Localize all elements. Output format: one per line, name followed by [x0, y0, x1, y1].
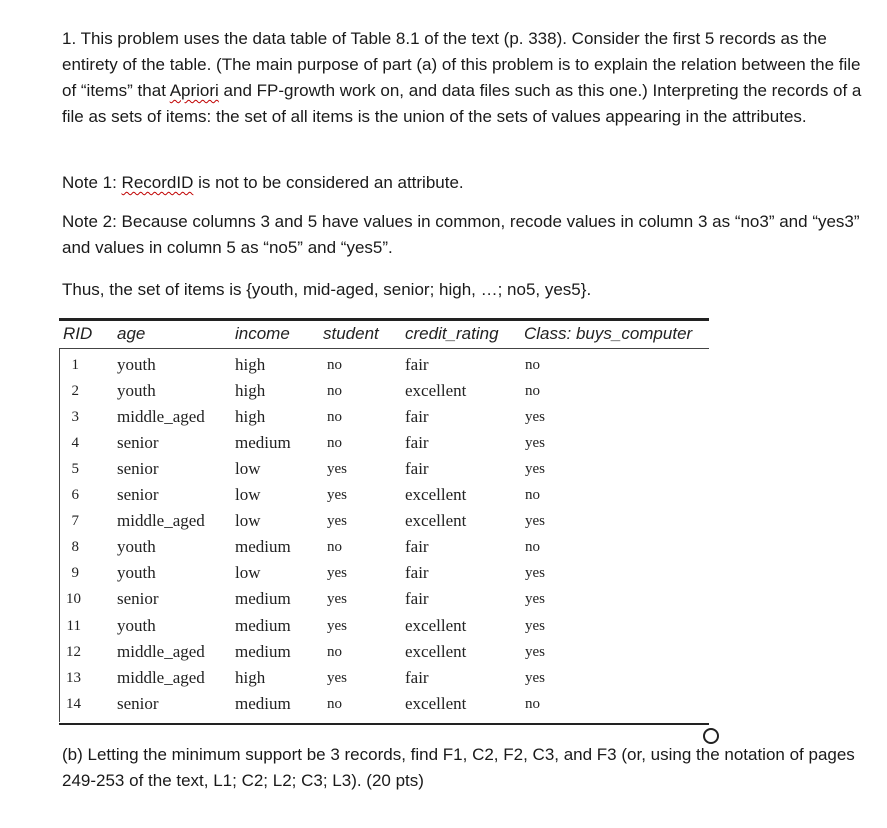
data-table-8-1: [59, 318, 709, 725]
cell-rid: 9: [71, 565, 79, 582]
note1-prefix: Note 1:: [62, 173, 122, 192]
cell-income: high: [235, 355, 266, 374]
cell-student: no: [327, 383, 342, 400]
cell-class: yes: [525, 435, 545, 452]
cell-income: low: [235, 511, 261, 531]
cell-credit-rating: fair: [405, 355, 429, 374]
cell-credit-rating: excellent: [405, 615, 467, 635]
cell-rid: 3: [71, 409, 79, 426]
note1-suffix: is not to be considered an attribute.: [193, 173, 464, 192]
cell-student: yes: [327, 669, 347, 686]
cell-credit-rating: excellent: [405, 485, 467, 505]
cell-student: yes: [327, 487, 347, 504]
header-income: income: [235, 324, 290, 343]
cell-student: yes: [327, 513, 347, 530]
cell-student: no: [327, 695, 342, 712]
cell-income: medium: [235, 537, 291, 557]
header-class: Class: buys_computer: [524, 324, 693, 343]
cell-student: yes: [327, 617, 347, 634]
items-set-statement: Thus, the set of items is {youth, mid-aged, senior; high, …; no5, yes5}.: [62, 280, 592, 299]
note-1: [62, 170, 464, 196]
cell-age: senior: [117, 433, 159, 453]
cell-class: no: [525, 357, 540, 373]
cell-income: low: [235, 563, 261, 583]
cell-class: yes: [525, 409, 545, 426]
cell-student: no: [327, 435, 342, 452]
cell-rid: 1: [71, 357, 79, 373]
cell-credit-rating: excellent: [405, 511, 467, 531]
cell-class: yes: [525, 669, 545, 686]
cell-student: no: [327, 409, 342, 426]
table-row: [59, 483, 709, 509]
table-row: [59, 640, 709, 666]
cell-income: high: [235, 667, 266, 687]
header-student: student: [323, 324, 379, 343]
cell-class: yes: [525, 461, 545, 478]
header-rid: RID: [63, 324, 93, 343]
table-row: [59, 431, 709, 457]
cell-age: middle_aged: [117, 641, 205, 661]
cell-rid: 4: [71, 435, 79, 452]
table-row: [59, 535, 709, 561]
note-2: Note 2: Because columns 3 and 5 have values in common, recode values in column 3 as “no3” and “yes3” and values in column 5 as “no5” and “yes5”.: [62, 212, 860, 257]
cell-rid: 12: [66, 643, 81, 660]
cell-age: youth: [117, 355, 156, 374]
cell-rid: 11: [66, 617, 81, 634]
circle-mark: [703, 728, 719, 744]
cell-age: youth: [117, 563, 156, 583]
cell-class: yes: [525, 513, 545, 530]
cell-income: medium: [235, 589, 291, 609]
cell-income: high: [235, 381, 266, 401]
cell-age: senior: [117, 459, 159, 479]
cell-age: youth: [117, 615, 156, 635]
table-row: [59, 509, 709, 535]
cell-age: middle_aged: [117, 511, 205, 531]
cell-income: high: [235, 407, 266, 427]
header-divider: [59, 348, 709, 349]
cell-credit-rating: excellent: [405, 693, 467, 713]
cell-income: low: [235, 485, 261, 505]
cell-class: no: [525, 695, 540, 712]
cell-credit-rating: excellent: [405, 381, 467, 401]
header-credit-rating: credit_rating: [405, 324, 499, 343]
cell-age: middle_aged: [117, 667, 205, 687]
table-row: [59, 666, 709, 692]
cell-rid: 14: [66, 695, 81, 712]
table-row: [59, 692, 709, 718]
cell-student: no: [327, 357, 342, 373]
cell-rid: 8: [71, 539, 79, 556]
table-row: [59, 561, 709, 587]
table-row: [59, 457, 709, 483]
cell-age: youth: [117, 537, 156, 557]
table-row: [59, 379, 709, 405]
intro-apriori-word: Apriori: [169, 81, 219, 100]
cell-income: medium: [235, 615, 291, 635]
cell-rid: 5: [71, 461, 79, 478]
cell-student: yes: [327, 565, 347, 582]
cell-rid: 10: [66, 591, 81, 608]
cell-class: no: [525, 487, 540, 504]
cell-age: senior: [117, 485, 159, 505]
intro-paragraph: [62, 26, 872, 130]
cell-rid: 7: [71, 513, 79, 530]
cell-student: yes: [327, 461, 347, 478]
table-row: [59, 353, 709, 379]
cell-credit-rating: fair: [405, 667, 429, 687]
cell-age: middle_aged: [117, 407, 205, 427]
cell-credit-rating: excellent: [405, 641, 467, 661]
cell-class: yes: [525, 591, 545, 608]
header-age: age: [117, 324, 146, 343]
cell-income: medium: [235, 641, 291, 661]
part-b-question: (b) Letting the minimum support be 3 records, find F1, C2, F2, C3, and F3 (or, using the notation of pages 249-253 of the text, L1; C2; L2; C3; L3). (20 pts): [62, 745, 855, 790]
note1-recordid-word: RecordID: [121, 173, 194, 192]
cell-student: no: [327, 643, 342, 660]
intro-text-2: and FP-growth work on, and data files such as this one.) Interpreting the records of a file as sets of items: the set of all items is the union of the sets of values appearing in the attributes.: [62, 81, 862, 126]
cell-credit-rating: fair: [405, 563, 429, 583]
table-row: [59, 587, 709, 613]
cell-student: yes: [327, 591, 347, 608]
cell-class: no: [525, 383, 540, 400]
cell-rid: 2: [71, 383, 79, 400]
cell-rid: 6: [71, 487, 79, 504]
intro-text-1: 1. This problem uses the data table of Table 8.1 of the text (p. 338). Consider the first 5 records as the entirety of the table. (The main purpose of part (a) of this problem is to explain the relation between the file of “items” that: [62, 29, 861, 100]
cell-class: yes: [525, 643, 545, 660]
cell-rid: 13: [66, 669, 81, 686]
cell-class: yes: [525, 617, 545, 634]
cell-age: senior: [117, 693, 159, 713]
cell-income: medium: [235, 693, 291, 713]
cell-credit-rating: fair: [405, 537, 429, 557]
cell-age: senior: [117, 589, 159, 609]
cell-income: medium: [235, 433, 291, 453]
cell-income: low: [235, 459, 261, 479]
cell-class: yes: [525, 565, 545, 582]
cell-student: no: [327, 539, 342, 556]
cell-age: youth: [117, 381, 156, 401]
cell-credit-rating: fair: [405, 589, 429, 609]
cell-credit-rating: fair: [405, 459, 429, 479]
cell-class: no: [525, 539, 540, 556]
cell-credit-rating: fair: [405, 407, 429, 427]
table-row: [59, 405, 709, 431]
cell-credit-rating: fair: [405, 433, 429, 453]
table-row: [59, 614, 709, 640]
